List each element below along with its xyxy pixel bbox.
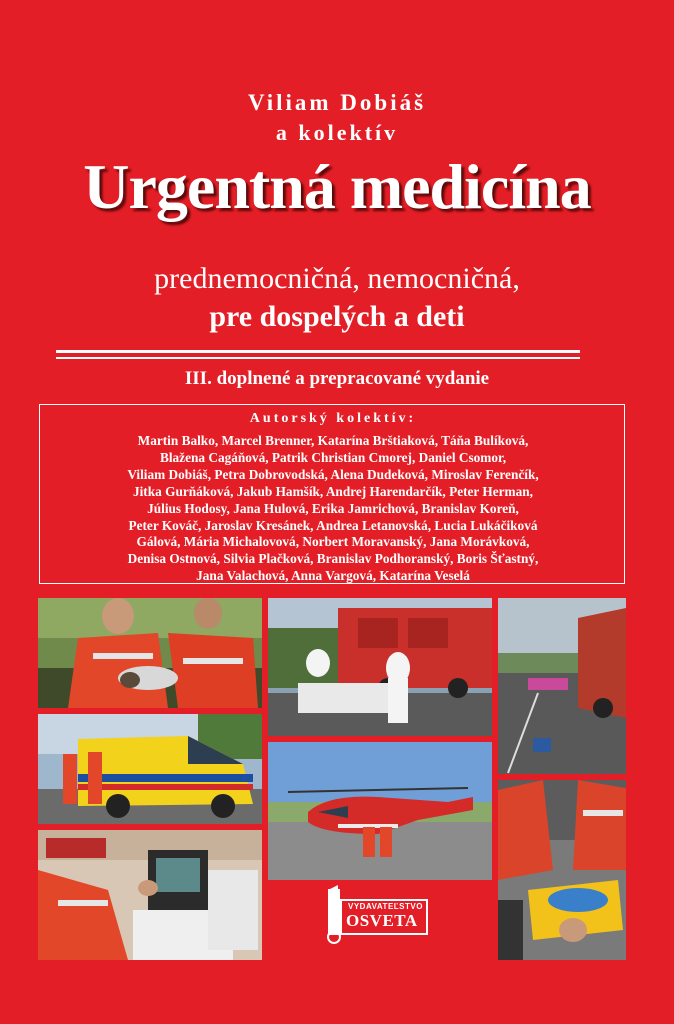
authors-line: Peter Kováč, Jaroslav Kresánek, Andrea Letanovská, Lucia Lukáčiková (128, 517, 538, 533)
photo-monitor (38, 830, 262, 960)
photo-isolation-transport (268, 598, 492, 736)
edition-note: III. doplnené a prepracované vydanie (184, 368, 490, 389)
authors-heading: Autorský kolektív: (249, 411, 417, 426)
divider-thin (56, 357, 580, 359)
publisher-name: OSVETA (346, 911, 418, 930)
publisher-label: VYDAVATEĽSTVO (348, 902, 423, 911)
photo-spine-board (498, 780, 626, 960)
authors-box (39, 404, 625, 584)
author-collective: a kolektív (275, 120, 399, 145)
authors-line: Jitka Gurňáková, Jakub Hamšík, Andrej Harendarčík, Peter Herman, (132, 483, 534, 499)
authors-list (40, 433, 626, 585)
book-title: Urgentná medicína (83, 151, 591, 222)
photo-paramedics-outdoor (38, 598, 262, 708)
authors-line: Gálová, Mária Michalovová, Norbert Moravanský, Jana Morávková, (136, 534, 530, 550)
authors-line: Július Hodosy, Jana Hulová, Erika Jamrichová, Branislav Koreň, (147, 500, 519, 516)
author-name: Viliam Dobiáš (247, 90, 427, 115)
authors-line: Martin Balko, Marcel Brenner, Katarína Brštiaková, Táňa Bulíková, (137, 433, 529, 448)
subtitle-line-1: prednemocničná, nemocničná, (154, 262, 520, 295)
subtitle-line-2: pre dospelých a deti (209, 300, 465, 333)
photo-ambulance (38, 714, 262, 824)
authors-line: Blažena Cagáňová, Patrik Christian Cmorej, Daniel Csomor, (159, 449, 507, 465)
photo-accident-scene (498, 598, 626, 774)
photo-helicopter (268, 742, 492, 880)
authors-line: Viliam Dobiáš, Petra Dobrovodská, Alena Dudeková, Miroslav Ferenčík, (127, 466, 539, 482)
authors-line: Denisa Ostnová, Silvia Plačková, Branislav Podhoranský, Boris Šťastný, (127, 551, 539, 567)
divider-thick (56, 350, 580, 353)
authors-line: Jana Valachová, Anna Vargová, Katarína Veselá (196, 568, 470, 584)
